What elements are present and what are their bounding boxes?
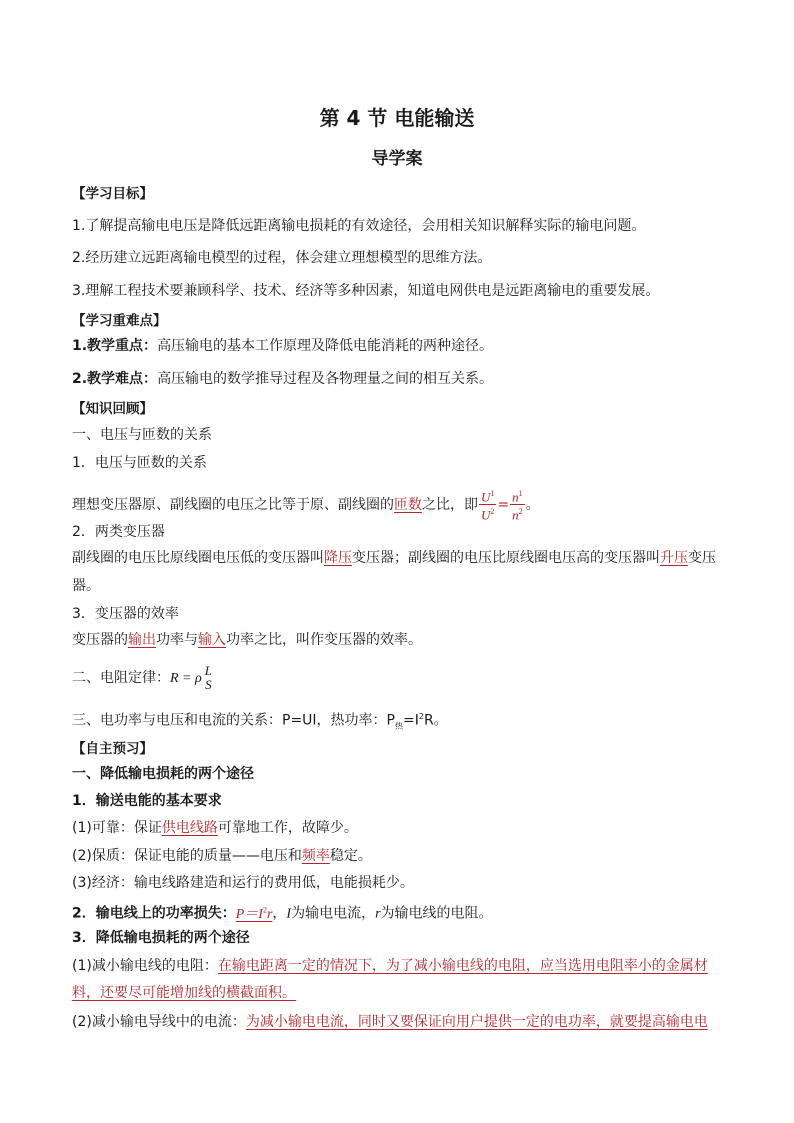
preview-section-1: 一、降低输电损耗的两个途径 <box>72 766 254 782</box>
text-span: 为输电线的电阻。 <box>380 905 493 922</box>
symbol-r: r <box>375 906 381 922</box>
preview-item-2 <box>72 846 372 866</box>
page-subtitle: 导学案 <box>371 149 423 169</box>
preview-item-q2 <box>72 1012 708 1032</box>
frac-den: S <box>205 677 212 692</box>
review-sub-3: 3．变压器的效率 <box>72 606 179 622</box>
text-span: 之比，即 <box>422 496 478 513</box>
blank-answer-formula <box>236 907 273 922</box>
blank-answer: 输入 <box>198 632 226 648</box>
blank-answer: 为减小输电电流，同时又要保证向用户提供一定的电功率，就要提高输电电 <box>245 1014 708 1030</box>
review-transformer-types-cont: 器。 <box>72 578 100 594</box>
text-span: (1)可靠：保证 <box>72 820 162 836</box>
blank-answer: 升压 <box>660 550 688 566</box>
text-span: 。 <box>525 496 540 513</box>
formula-part: P＝I <box>235 906 263 922</box>
text-span: R。 <box>423 712 448 729</box>
text-span: 三、电功率与电压和电流的关系：P=UI，热功率：P <box>72 712 395 729</box>
preview-item-3: (3)经济：输电线路建造和运行的费用低，电能损耗少。 <box>72 875 414 891</box>
superscript: 2 <box>418 712 424 721</box>
frac-num: L <box>204 663 212 678</box>
frac-sup: 2 <box>490 507 495 517</box>
section-header-preview: 【自主预习】 <box>72 741 153 757</box>
superscript: 2 <box>262 905 267 914</box>
section-header-review: 【知识回顾】 <box>72 401 153 417</box>
frac-den: U <box>481 507 491 523</box>
frac-sup: 1 <box>518 489 523 498</box>
text-span: (2)减小输电导线中的电流： <box>72 1014 246 1030</box>
blank-answer: 频率 <box>301 848 330 864</box>
review-transformer-types <box>72 548 716 568</box>
page-title: 第 4 节 电能输送 <box>319 106 475 130</box>
preview-item-1 <box>72 818 358 838</box>
frac-num: U <box>481 489 491 505</box>
frac-sup: 1 <box>490 489 495 498</box>
review-resistance-law <box>72 664 215 692</box>
frac-sup: 2 <box>518 507 523 517</box>
text-span: 2．输电线上的功率损失： <box>72 905 236 922</box>
formula-r: R = ρ <box>170 671 202 686</box>
review-power <box>72 707 448 736</box>
blank-answer: 匝数 <box>394 496 422 513</box>
section-header-key: 【学习重难点】 <box>72 313 167 329</box>
review-sub-1: 1．电压与匝数的关系 <box>72 455 207 471</box>
text-span: 二、电阻定律： <box>72 670 170 686</box>
goal-item-3: 3.理解工程技术要兼顾科学、技术、经济等多种因素，知道电网供电是远距离输电的重要发展。 <box>72 283 660 299</box>
review-voltage-ratio <box>72 487 540 523</box>
blank-answer: 供电线路 <box>161 820 218 836</box>
key-point-1-label: 1.教学重点： <box>72 338 158 354</box>
symbol-i: I <box>286 906 292 922</box>
fraction-l-s <box>203 664 214 692</box>
text-span: 副线圈的电压比原线圈电压低的变压器叫 <box>72 550 324 566</box>
section-header-goals: 【学习目标】 <box>72 186 153 202</box>
text-span: 稳定。 <box>329 848 372 864</box>
frac-num: n <box>512 489 519 505</box>
preview-sub-1: 1．输送电能的基本要求 <box>72 793 222 809</box>
blank-answer: 输出 <box>128 632 156 648</box>
key-point-2-text: 高压输电的数学推导过程及各物理量之间的相互关系。 <box>157 371 494 387</box>
goal-item-1: 1.了解提高输电电压是降低远距离输电损耗的有效途径，会用相关知识解释实际的输电问题。 <box>72 218 646 234</box>
preview-item-q1 <box>72 956 708 976</box>
text-span: 变压器；副线圈的电压比原线圈电压高的变压器叫 <box>352 550 660 566</box>
review-efficiency <box>72 630 422 650</box>
text-span: 理想变压器原、副线圈的电压之比等于原、副线圈的 <box>72 496 394 513</box>
goal-item-2: 2.经历建立远距离输电模型的过程，体会建立理想模型的思维方法。 <box>72 250 492 266</box>
preview-sub-2 <box>72 900 493 925</box>
review-sub-2: 2．两类变压器 <box>72 524 165 540</box>
preview-item-q1-cont <box>72 983 296 1003</box>
key-point-2-label: 2.教学难点： <box>72 371 158 387</box>
blank-answer: 在输电距离一定的情况下，为了减小输电线的电阻，应当选用电阻率小的金属材 <box>217 958 708 974</box>
equals-sign: = <box>497 496 510 513</box>
preview-sub-3: 3．降低输电损耗的两个途径 <box>72 930 250 946</box>
text-span: 可靠地工作，故障少。 <box>217 820 358 836</box>
blank-answer: 料，还要尽可能增加线的横截面积。 <box>72 985 296 1001</box>
text-span: 功率之比，叫作变压器的效率。 <box>226 632 422 648</box>
text-span: (1)减小输电线的电阻： <box>72 958 218 974</box>
formula-part: r <box>266 906 273 922</box>
text-span: ， <box>272 905 287 922</box>
key-point-1-text: 高压输电的基本工作原理及降低电能消耗的两种途径。 <box>157 338 494 354</box>
review-section-1: 一、电压与匝数的关系 <box>72 427 212 443</box>
subscript: 热 <box>395 721 403 731</box>
fraction-n <box>510 487 525 523</box>
text-span: (2)保质：保证电能的质量——电压和 <box>72 848 302 864</box>
text-span: =I <box>403 712 419 729</box>
key-point-2 <box>72 369 493 389</box>
frac-den: n <box>512 507 519 523</box>
text-span: 功率与 <box>156 632 198 648</box>
key-point-1 <box>72 336 493 356</box>
text-span: 变压器的 <box>72 632 128 648</box>
text-span: 变压 <box>688 550 716 566</box>
blank-answer: 降压 <box>324 550 352 566</box>
fraction-u <box>479 487 496 523</box>
text-span: 为输电电流， <box>291 905 376 922</box>
